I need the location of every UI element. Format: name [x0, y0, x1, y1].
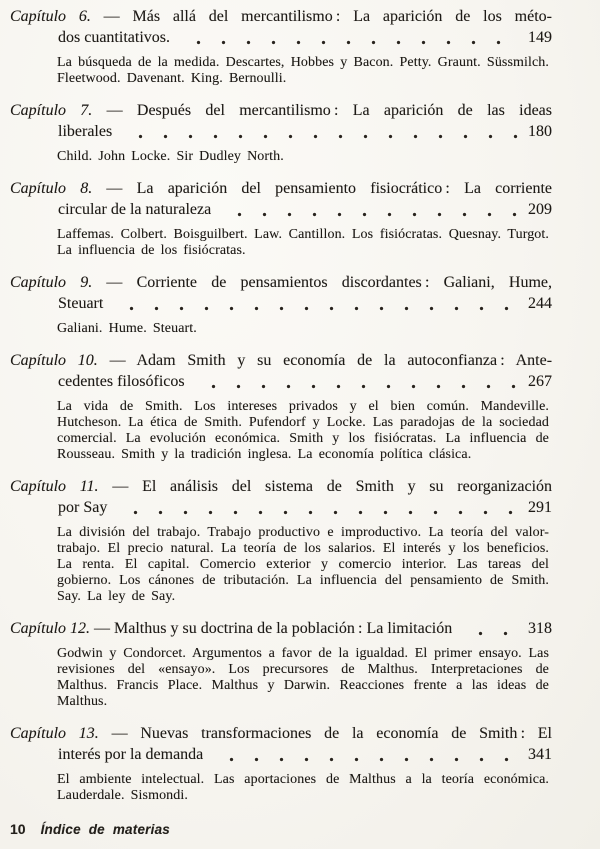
chapter-description: Galiani. Hume. Steuart.	[57, 321, 197, 336]
chapter-label: Capítulo 11.	[10, 478, 99, 495]
dot-leader	[121, 510, 518, 515]
chapter-page-number: 149	[528, 29, 552, 46]
chapter-title-line	[10, 178, 552, 199]
chapter-title-text: Corriente de pensamientos discordantes : Galiani, Hume,	[136, 274, 553, 291]
chapter-description: Godwin y Condorcet. Argumentos a favor de la igualdad. El primer ensayo. Las revisiones del «ensayo». Los precursores de Malthus. Interpretaciones de Malthus. Francis Place. Malthus y Darwin. Reacciones frente a las ideas de Malthus.	[57, 646, 549, 709]
chapter-description: El ambiente intelectual. Las aportaciones de Malthus a la teoría económica. Lauderdale. Sismondi.	[57, 772, 549, 803]
chapter-title-text: El análisis del sistema de Smith y su reorganización	[142, 478, 553, 495]
em-dash: —	[109, 352, 126, 369]
dot-leader	[225, 212, 518, 217]
chapter-title-continuation: interés por la demanda	[58, 746, 204, 763]
chapter-title-continuation: cedentes filosóficos	[58, 373, 185, 390]
chapter-title-line	[10, 121, 552, 142]
em-dash: —	[111, 725, 128, 742]
chapter-title-line	[10, 618, 552, 639]
chapter-description: La vida de Smith. Los intereses privados y el bien común. Mandeville. Hutcheson. La ética de Smith. Pufendorf y Locke. Las paradojas de la sociedad comercial. La evolución económica. Smith y los fisiócratas. La influencia de Rousseau. Smith y la tradición inglesa. La economía política clásica.	[57, 399, 549, 462]
chapter-title-text: Adam Smith y su economía de la autoconfianza : Ante-	[136, 352, 553, 369]
chapter-title-line	[10, 350, 552, 371]
chapter-title-continuation: por Say	[58, 499, 108, 516]
chapter-label: Capítulo 13.	[10, 725, 99, 742]
chapter-page-number: 244	[528, 295, 552, 312]
chapter-title-line	[10, 476, 552, 497]
chapter-description: La división del trabajo. Trabajo productivo e improductivo. La teoría del valor-trabajo. El precio natural. La teoría de los salarios. El interés y los beneficios. La renta. El capital. Comercio exterior y comercio interior. Las tareas del gobierno. Los cánones de tributación. La influencia del pensamiento de Smith. Say. La ley de Say.	[57, 525, 549, 604]
chapter-label: Capítulo 7.	[10, 102, 93, 119]
toc-entry-chapter-13	[10, 723, 552, 804]
chapter-title-line	[10, 100, 552, 121]
dot-leader	[184, 40, 518, 45]
page-footer	[10, 821, 170, 837]
dot-leader	[126, 134, 518, 139]
em-dash: —	[106, 180, 123, 197]
toc-entry-chapter-9	[10, 272, 552, 337]
chapter-title-continuation: Steuart	[58, 295, 104, 312]
chapter-title-text: Malthus y su doctrina de la población : La limitación	[114, 620, 453, 637]
em-dash: —	[106, 274, 123, 291]
chapter-title-line	[10, 497, 552, 518]
dot-leader	[217, 757, 518, 762]
chapter-page-number: 209	[528, 201, 552, 218]
chapter-page-number: 180	[528, 123, 552, 140]
dot-leader	[466, 631, 518, 636]
footer-section-title: Índice de materias	[40, 822, 170, 837]
chapter-page-number: 291	[528, 499, 552, 516]
chapter-label: Capítulo 8.	[10, 180, 93, 197]
toc-entry-chapter-12	[10, 618, 552, 710]
em-dash: —	[106, 102, 123, 119]
em-dash: —	[94, 620, 111, 637]
toc-entry-chapter-8	[10, 178, 552, 259]
chapter-page-number: 318	[528, 620, 552, 637]
toc-entry-chapter-10	[10, 350, 552, 463]
chapter-label: Capítulo 12.	[10, 620, 91, 637]
chapter-description: Child. John Locke. Sir Dudley North.	[57, 149, 284, 164]
chapter-label: Capítulo 10.	[10, 352, 98, 369]
toc-entry-chapter-6	[10, 6, 552, 87]
chapter-page-number: 341	[528, 746, 552, 763]
chapter-title-continuation: liberales	[58, 123, 113, 140]
chapter-title-text: Después del mercantilismo : La aparición de las ideas	[136, 102, 552, 119]
chapter-description: La búsqueda de la medida. Descartes, Hobbes y Bacon. Petty. Graunt. Süssmilch. Fleetwood. Davenant. King. Bernoulli.	[57, 55, 549, 86]
chapter-title-line	[10, 293, 552, 314]
chapter-label: Capítulo 9.	[10, 274, 93, 291]
chapter-title-line	[10, 199, 552, 220]
chapter-title-line	[10, 723, 552, 744]
chapter-title-text: Nuevas transformaciones de la economía de Smith : El	[140, 725, 553, 742]
chapter-title-continuation: circular de la naturaleza	[58, 201, 212, 218]
toc-entry-chapter-11	[10, 476, 552, 605]
em-dash: —	[103, 8, 120, 25]
em-dash: —	[112, 478, 129, 495]
chapter-label: Capítulo 6.	[10, 8, 91, 25]
dot-leader	[117, 306, 518, 311]
chapter-title-line	[10, 6, 552, 27]
chapter-title-line	[10, 27, 552, 48]
chapter-description: Laffemas. Colbert. Boisguilbert. Law. Cantillon. Los fisiócratas. Quesnay. Turgot. La influencia de los fisiócratas.	[57, 227, 549, 258]
chapter-title-continuation: dos cuantitativos.	[58, 29, 170, 46]
chapter-title-text: Más allá del mercantilismo : La aparición de los méto-	[132, 8, 552, 25]
chapter-title-text: La aparición del pensamiento fisiocrático : La corriente	[136, 180, 552, 197]
chapter-title-line	[10, 371, 552, 392]
dot-leader	[199, 384, 518, 389]
folio-page-number: 10	[10, 821, 26, 837]
chapter-title-line	[10, 744, 552, 765]
chapter-title-line	[10, 272, 552, 293]
toc-entry-chapter-7	[10, 100, 552, 165]
chapter-page-number: 267	[528, 373, 552, 390]
